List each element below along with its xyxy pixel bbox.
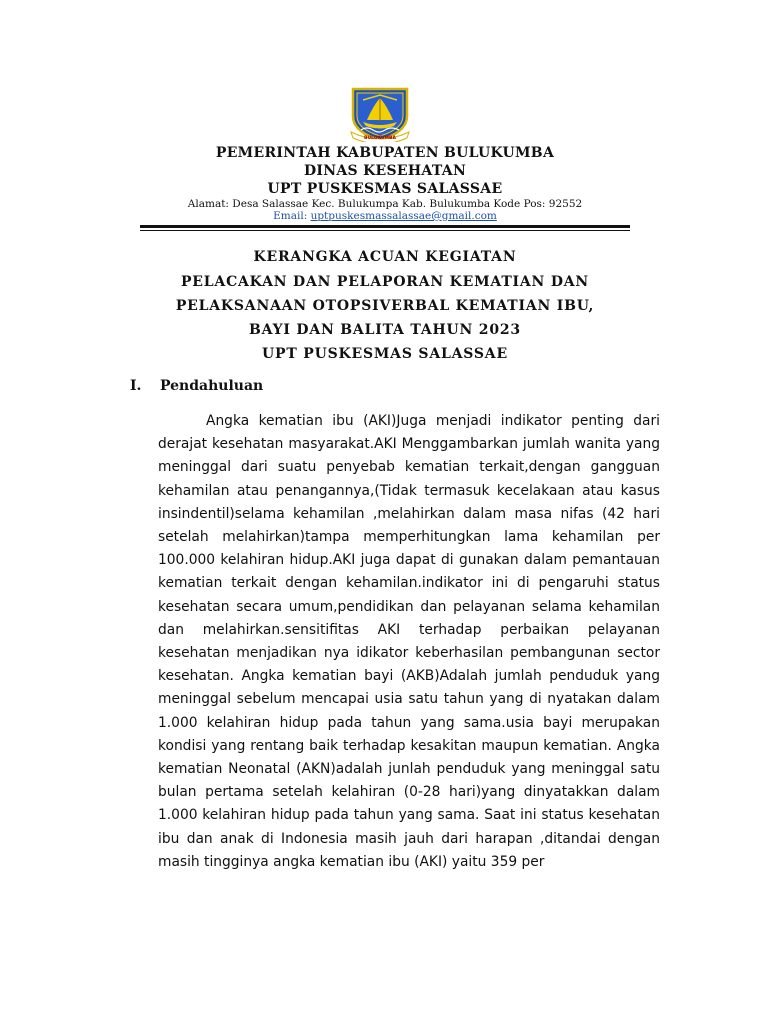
body-paragraph: Angka kematian ibu (AKI)Juga menjadi indikator penting dari derajat kesehatan masyarakat.AKI Menggambarkan jumlah wanita yang meninggal dari suatu penyebab kematian terkait,dengan gangguan kehamilan atau penangannya,(Tidak termasuk kecelakaan atau kasus insindentil)selama kehamilan ,melahirkan dalam masa nifas (42 hari setelah melahirkan)tampa memperhitungkan lama kehamilan per 100.000 kelahiran hidup.AKI juga dapat di gunakan dalam pemantauan kematian terkait dengan kehamilan.indikator ini di pengaruhi status kesehatan secara umum,pendidikan dan pelayanan selama kehamilan dan melahirkan.sensitifitas AKI terhadap perbaikan pelayanan kesehatan menjadikan nya idikator keberhasilan pembangunan sector kesehatan. Angka kematian bayi (AKB)Adalah jumlah penduduk yang meninggal sebelum mencapai usia satu tahun yang di nyatakan dalam 1.000 kelahiran hidup pada tahun yang sama.usia bayi merupakan kondisi yang rentang baik terhadap kesakitan maupun kematian. Angka kematian Neonatal (AKN)adalah junlah penduduk yang meninggal satu bulan pertama setelah kelahiran (0-28 hari)yang dinyatakkan dalam 1.000 kelahiran hidup pada tahun yang sama. Saat ini status kesehatan ibu dan anak di Indonesia masih jauh dari harapan ,ditandai dengan masih tingginya angka kematian ibu (AKI) yaitu 359 per bbox=[158, 413, 660, 870]
section-number: I. bbox=[130, 378, 142, 394]
doc-title-line-4: BAYI DAN BALITA TAHUN 2023 bbox=[249, 322, 521, 338]
header-rule-thick bbox=[140, 225, 630, 228]
doc-title-line-1: KERANGKA ACUAN KEGIATAN bbox=[253, 249, 517, 265]
kop-email-line bbox=[140, 210, 630, 223]
kop-address: Alamat: Desa Salassae Kec. Bulukumpa Kab. Bulukumba Kode Pos: 92552 bbox=[187, 198, 583, 210]
doc-title-line-2: PELACAKAN DAN PELAPORAN KEMATIAN DAN bbox=[180, 274, 590, 290]
email-link[interactable]: uptpuskesmassalassae@gmail.com bbox=[310, 210, 497, 222]
section-title: Pendahuluan bbox=[160, 378, 264, 394]
section-heading bbox=[130, 375, 263, 397]
doc-title-line-3: PELAKSANAAN OTOPSIVERBAL KEMATIAN IBU, bbox=[175, 298, 595, 314]
kop-government: PEMERINTAH KABUPATEN BULUKUMBA bbox=[215, 145, 555, 161]
kop-department: DINAS KESEHATAN bbox=[303, 163, 467, 179]
email-label: Email: bbox=[273, 210, 308, 222]
logo-text: BULUKUMBA bbox=[364, 136, 396, 141]
header-rule-thin bbox=[140, 230, 630, 231]
doc-title-line-5: UPT PUSKESMAS SALASSAE bbox=[262, 346, 508, 362]
kop-unit: UPT PUSKESMAS SALASSAE bbox=[267, 181, 503, 197]
bulukumba-emblem-icon bbox=[347, 86, 413, 142]
